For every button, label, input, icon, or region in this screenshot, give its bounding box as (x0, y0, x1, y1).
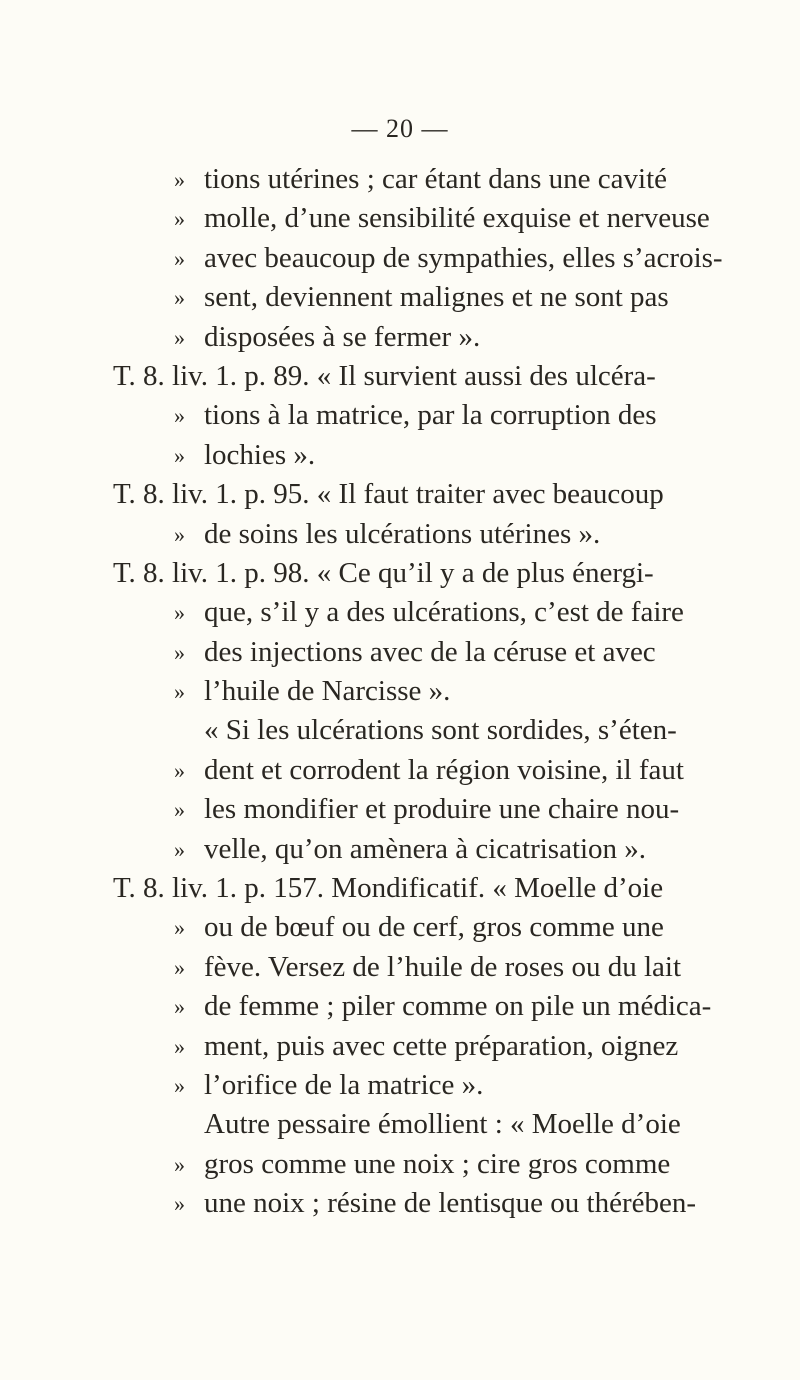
text-line (130, 593, 720, 632)
text-line (113, 554, 720, 593)
text-line (130, 987, 720, 1026)
line-text: des injections avec de la céruse et avec (204, 635, 656, 668)
text-line (130, 790, 720, 829)
continuation-quote-mark: » (174, 954, 185, 980)
line-text: velle, qu’on amènera à cicatrisation ». (204, 832, 647, 865)
line-text: avec beaucoup de sympathies, elles s’acrois- (204, 241, 723, 274)
line-text: de femme ; piler comme on pile un médica- (204, 990, 712, 1023)
line-text: de soins les ulcérations utérines ». (204, 517, 601, 550)
text-line (130, 1105, 720, 1144)
continuation-quote-mark: » (174, 600, 185, 626)
text-line (130, 278, 720, 317)
text-line (130, 633, 720, 672)
text-line (130, 711, 720, 750)
line-text: lochies ». (204, 438, 316, 471)
continuation-quote-mark: » (174, 285, 185, 311)
continuation-quote-mark: » (174, 324, 185, 350)
body-text (113, 160, 723, 1224)
text-line (130, 672, 720, 711)
continuation-quote-mark: » (174, 1033, 185, 1059)
continuation-quote-mark: » (174, 206, 185, 232)
line-text: tions utérines ; car étant dans une cavité (204, 163, 668, 195)
line-text: disposées à se fermer ». (204, 320, 481, 353)
line-text: sent, deviennent malignes et ne sont pas (204, 281, 669, 314)
text-line (113, 475, 720, 514)
text-line (130, 436, 720, 475)
continuation-quote-mark: » (174, 245, 185, 271)
text-line (130, 948, 720, 987)
text-line (113, 357, 720, 396)
text-line (130, 199, 720, 238)
text-line (130, 1145, 720, 1184)
line-text: gros comme une noix ; cire gros comme (204, 1147, 671, 1180)
line-text: l’huile de Narcisse ». (204, 675, 451, 708)
line-text: dent et corrodent la région voisine, il faut (204, 753, 684, 786)
text-line (130, 396, 720, 435)
line-text: tions à la matrice, par la corruption des (204, 399, 657, 432)
line-text: ment, puis avec cette préparation, oignez (204, 1029, 679, 1062)
line-text: T. 8. liv. 1. p. 157. Mondificatif. « Moelle d’oie (113, 872, 664, 905)
text-line (130, 239, 723, 278)
line-text: T. 8. liv. 1. p. 95. « Il faut traiter avec beaucoup (113, 478, 664, 511)
continuation-quote-mark: » (174, 442, 185, 468)
line-text: Autre pessaire émollient : « Moelle d’oie (204, 1108, 681, 1141)
line-text: molle, d’une sensibilité exquise et nerveuse (204, 202, 710, 235)
text-line (130, 908, 720, 947)
line-text: ou de bœuf ou de cerf, gros comme une (204, 911, 664, 944)
continuation-quote-mark: » (174, 1151, 185, 1177)
text-line (130, 1027, 720, 1066)
text-line (130, 515, 720, 554)
continuation-quote-mark: » (174, 403, 185, 429)
continuation-quote-mark: » (174, 915, 185, 941)
continuation-quote-mark: » (174, 167, 185, 192)
text-line (130, 318, 720, 357)
continuation-quote-mark: » (174, 639, 185, 665)
page-number: — 20 — (351, 114, 449, 143)
line-text: « Si les ulcérations sont sordides, s’éten- (204, 714, 677, 747)
text-line (130, 830, 720, 869)
text-line (130, 1066, 720, 1105)
text-line (113, 869, 720, 908)
continuation-quote-mark: » (174, 1191, 185, 1217)
continuation-quote-mark: » (174, 836, 185, 862)
text-line (130, 160, 720, 199)
continuation-quote-mark: » (174, 994, 185, 1020)
line-text: T. 8. liv. 1. p. 89. « Il survient aussi des ulcéra- (113, 359, 656, 392)
continuation-quote-mark: » (174, 521, 185, 547)
text-line (130, 1184, 720, 1223)
line-text: que, s’il y a des ulcérations, c’est de faire (204, 596, 684, 629)
text-line (130, 751, 720, 790)
line-text: les mondifier et produire une chaire nou- (204, 793, 680, 826)
line-text: T. 8. liv. 1. p. 98. « Ce qu’il y a de plus énergi- (113, 556, 654, 589)
line-text: fève. Versez de l’huile de roses ou du lait (204, 950, 681, 983)
line-text: une noix ; résine de lentisque ou thérében- (204, 1187, 697, 1220)
continuation-quote-mark: » (174, 679, 185, 705)
continuation-quote-mark: » (174, 757, 185, 783)
continuation-quote-mark: » (174, 1072, 185, 1098)
line-text: l’orifice de la matrice ». (204, 1068, 484, 1101)
continuation-quote-mark: » (174, 797, 185, 823)
